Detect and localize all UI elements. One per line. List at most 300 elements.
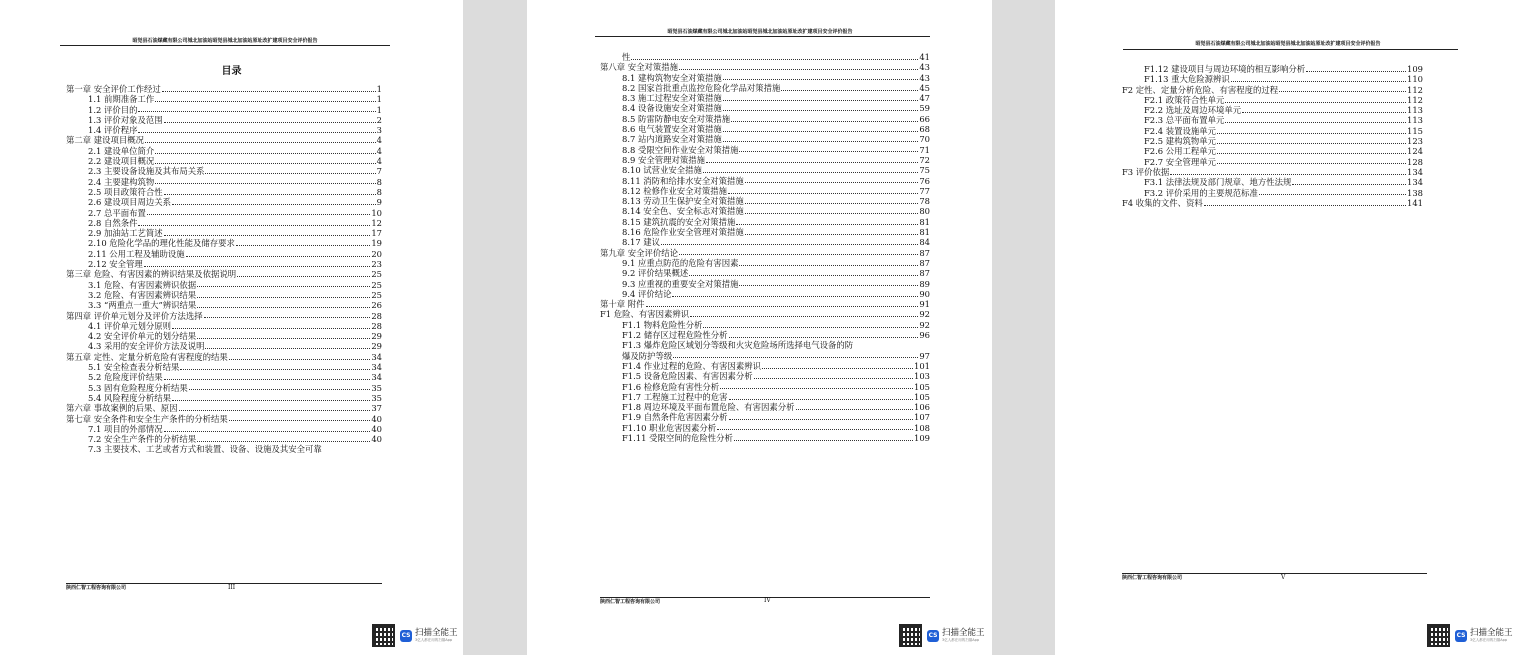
toc-leader-dots (1225, 102, 1406, 103)
toc-entry-text: 2.5 项目政策符合性 (88, 186, 163, 197)
toc-entry[interactable] (66, 352, 382, 362)
toc-entry-page: 29 (371, 331, 382, 342)
toc-entry[interactable] (600, 186, 930, 196)
toc-entry[interactable] (66, 115, 382, 125)
toc-entry-text: F2.4 装置设施单元 (1144, 125, 1217, 136)
toc-entry-text: F1.2 储存区过程危险性分析 (622, 330, 728, 341)
toc-entry[interactable] (600, 268, 930, 278)
toc-leader-dots (164, 194, 376, 195)
toc-entry-page: 40 (371, 413, 382, 424)
toc-entry[interactable] (600, 330, 930, 340)
footer-company: 陕西仁智工程咨询有限公司 (600, 599, 661, 605)
toc-entry[interactable] (600, 402, 930, 412)
toc-entry-text: 4.1 评价单元划分原则 (88, 320, 171, 331)
toc-entry-text: 7.3 主要技术、工艺或者方式和装置、设备、设施及其安全可靠 (88, 444, 322, 455)
toc-entry-page: 112 (1407, 94, 1423, 105)
toc-entry-text: 第八章 安全对策措施 (600, 62, 679, 73)
toc-entry-page: 7 (376, 166, 382, 177)
toc-leader-dots (679, 69, 918, 70)
toc-leader-dots (205, 173, 375, 174)
toc-entry-text: F1.12 建设项目与周边环境的相互影响分析 (1144, 64, 1306, 74)
page-gutter (463, 0, 527, 655)
toc-entry-text: 8.15 建筑抗震的安全对策措施 (622, 216, 736, 227)
toc-entry-text: 5.4 风险程度分析结果 (88, 392, 171, 403)
toc-entry[interactable] (1122, 198, 1423, 208)
toc-leader-dots (138, 132, 375, 133)
header-rule (60, 45, 390, 46)
toc-entry[interactable] (600, 124, 930, 134)
toc-leader-dots (205, 348, 370, 349)
toc-entry[interactable] (66, 331, 382, 341)
toc-leader-dots (720, 388, 913, 389)
toc-entry[interactable] (600, 114, 930, 124)
toc-entry-page: 47 (919, 93, 930, 104)
toc-entry[interactable] (66, 300, 382, 310)
toc-entry[interactable] (66, 311, 382, 321)
camscanner-logo-icon: CS (927, 630, 939, 642)
toc-leader-dots (144, 266, 371, 267)
toc-leader-dots (229, 359, 371, 360)
toc-entry-page: 115 (1407, 125, 1423, 136)
toc-leader-dots (646, 306, 919, 307)
toc-entry-text: F1.5 设备危险因素、有害因素分析 (622, 371, 753, 382)
toc-entry-text: F1.10 职业危害因素分析 (622, 422, 717, 433)
toc-entry-page: 138 (1407, 187, 1423, 198)
toc-leader-dots (1279, 91, 1406, 92)
toc-entry[interactable] (66, 208, 382, 218)
toc-entry-text: F1.8 周边环境及平面布置危险、有害因素分析 (622, 402, 795, 413)
toc-entry-text: F1.6 检修危险有害性分析 (622, 381, 720, 392)
toc-leader-dots (728, 193, 918, 194)
toc-entry[interactable] (1122, 85, 1423, 95)
page-header: 昭觉县石油煤藏有限公司城北加油站昭觉县城北加油站原址改扩建项目安全评价报告 (132, 38, 318, 44)
toc-entry[interactable] (1122, 136, 1423, 146)
toc-entry-page: 80 (919, 206, 930, 217)
toc-entry[interactable] (66, 362, 382, 372)
qr-code-icon (372, 624, 395, 647)
toc-entry-page: 92 (919, 309, 930, 320)
toc-entry-page: 91 (919, 299, 930, 310)
toc-entry-text: F1.1 物料危险性分析 (622, 319, 703, 330)
toc-leader-dots (706, 162, 918, 163)
toc-entry[interactable] (66, 125, 382, 135)
toc-entry-page: 35 (371, 392, 382, 403)
toc-entry-page: 66 (919, 113, 930, 124)
toc-entry-page: 107 (914, 412, 930, 423)
document-page-v[interactable] (1055, 0, 1520, 655)
toc-entry[interactable] (1122, 64, 1423, 74)
header-rule (1123, 49, 1458, 50)
toc-entry[interactable] (66, 105, 382, 115)
toc-entry-text: F2.7 安全管理单元 (1144, 156, 1217, 167)
toc-entry[interactable] (600, 361, 930, 371)
toc-entry[interactable] (600, 289, 930, 299)
footer-company: 陕西仁智工程咨询有限公司 (66, 585, 127, 591)
toc-entry[interactable] (600, 382, 930, 392)
toc-entry-text: 8.8 受限空间作业安全对策措施 (622, 144, 739, 155)
toc-leader-dots (754, 378, 913, 379)
toc-entry[interactable] (600, 73, 930, 83)
toc-entry-text: F1.3 爆炸危险区域划分等级和火灾危险场所选择电气设备的防 (622, 340, 854, 351)
toc-entry-page: 110 (1407, 74, 1423, 85)
toc-entry-text: F2.5 建构筑物单元 (1144, 136, 1217, 147)
toc-entry[interactable] (600, 248, 930, 258)
toc-entry-page: 3 (376, 125, 382, 136)
toc-entry-text: 2.12 安全管理 (88, 259, 143, 270)
toc-entry[interactable] (66, 372, 382, 382)
toc-list (1122, 64, 1423, 208)
toc-entry[interactable] (1122, 105, 1423, 115)
toc-entry[interactable] (66, 280, 382, 290)
toc-entry[interactable] (66, 269, 382, 279)
toc-entry[interactable] (66, 393, 382, 403)
toc-entry[interactable] (66, 177, 382, 187)
toc-entry-text: 第九章 安全评价结论 (600, 247, 679, 258)
toc-entry-page: 25 (371, 289, 382, 300)
scanner-name: 扫描全能王 (1470, 628, 1513, 638)
toc-entry[interactable] (600, 176, 930, 186)
toc-entry[interactable] (600, 165, 930, 175)
page-gutter (992, 0, 1055, 655)
toc-entry-text: 2.10 危险化学品的理化性能及储存要求 (88, 238, 235, 249)
toc-entry-page: 10 (371, 207, 382, 218)
toc-entry[interactable] (66, 238, 382, 248)
toc-entry[interactable] (600, 279, 930, 289)
footer-company: 陕西仁智工程咨询有限公司 (1122, 575, 1183, 581)
toc-entry[interactable] (600, 52, 930, 62)
toc-entry-page: 134 (1407, 177, 1423, 188)
toc-leader-dots (762, 368, 913, 369)
toc-entry-page: 34 (371, 372, 382, 383)
toc-entry[interactable] (1122, 146, 1423, 156)
toc-entry-page: 43 (919, 72, 930, 83)
toc-entry[interactable] (1122, 157, 1423, 167)
toc-entry-text: F1.13 重大危险源辨识 (1144, 74, 1230, 85)
toc-entry-text: 第一章 安全评价工作经过 (66, 84, 161, 94)
toc-entry[interactable] (66, 135, 382, 145)
toc-leader-dots (180, 369, 370, 370)
toc-leader-dots (1217, 143, 1406, 144)
toc-entry[interactable] (600, 103, 930, 113)
toc-entry[interactable] (66, 156, 382, 166)
toc-leader-dots (155, 163, 375, 164)
toc-entry[interactable] (600, 227, 930, 237)
toc-leader-dots (236, 245, 370, 246)
toc-entry-page: 28 (371, 320, 382, 331)
toc-entry-text: F4 收集的文件、资料 (1122, 197, 1203, 208)
toc-entry-page: 81 (919, 216, 930, 227)
toc-leader-dots (729, 419, 913, 420)
toc-entry-text: 7.1 项目的外部情况 (88, 423, 163, 434)
toc-leader-dots (723, 110, 919, 111)
toc-entry[interactable] (600, 309, 930, 319)
toc-leader-dots (723, 131, 919, 132)
toc-entry-page: 45 (919, 82, 930, 93)
toc-entry[interactable] (66, 444, 382, 454)
toc-leader-dots (739, 151, 918, 152)
toc-entry-page: 2 (376, 114, 382, 125)
toc-leader-dots (723, 79, 919, 80)
toc-entry-text: F3 评价依据 (1122, 166, 1170, 177)
document-page-iii[interactable] (0, 0, 463, 655)
toc-entry-text: 3.1 危险、有害因素辨识依据 (88, 279, 197, 290)
toc-leader-dots (739, 265, 918, 266)
toc-entry[interactable] (600, 412, 930, 422)
toc-leader-dots (229, 420, 371, 421)
toc-entry[interactable] (600, 196, 930, 206)
toc-entry[interactable] (600, 237, 930, 247)
toc-entry-text: 1.1 前期准备工作 (88, 94, 155, 105)
toc-leader-dots (745, 182, 919, 183)
toc-leader-dots (237, 276, 370, 277)
toc-entry[interactable] (66, 403, 382, 413)
toc-entry[interactable] (66, 146, 382, 156)
toc-entry-text: 2.11 公用工程及辅助设施 (88, 248, 185, 259)
document-page-iv[interactable] (527, 0, 992, 655)
toc-entry[interactable] (600, 320, 930, 330)
toc-entry[interactable] (66, 218, 382, 228)
qr-code-icon (1427, 624, 1450, 647)
scanner-tagline: 3亿人都在用的扫描App (1470, 638, 1508, 642)
toc-entry[interactable] (600, 217, 930, 227)
toc-entry[interactable] (66, 197, 382, 207)
toc-entry-text: 2.3 主要设备设施及其布局关系 (88, 166, 205, 177)
toc-entry-text: 8.16 危险作业安全管理对策措施 (622, 227, 744, 238)
toc-entry-text: 第二章 建设项目概况 (66, 135, 145, 146)
toc-entry-page: 59 (919, 103, 930, 114)
toc-leader-dots (723, 141, 919, 142)
toc-entry[interactable] (66, 424, 382, 434)
toc-leader-dots (661, 244, 918, 245)
toc-entry[interactable] (600, 299, 930, 309)
scanner-badge (372, 624, 458, 647)
toc-entry-page: 134 (1407, 166, 1423, 177)
footer-page-number: V (1281, 574, 1286, 581)
toc-entry-text: 第三章 危险、有害因素的辨识结果及依据说明 (66, 269, 237, 280)
toc-entry-page: 34 (371, 362, 382, 373)
toc-entry-page: 72 (919, 154, 930, 165)
toc-entry-text: 第七章 安全条件和安全生产条件的分析结果 (66, 413, 228, 424)
toc-leader-dots (703, 172, 918, 173)
toc-entry[interactable] (1122, 115, 1423, 125)
toc-entry-text: 9.1 应重点防范的危险有害因素 (622, 257, 739, 268)
toc-entry-text: 2.9 加油站工艺简述 (88, 228, 163, 239)
footer-page-number: III (228, 584, 236, 591)
toc-entry[interactable] (1122, 167, 1423, 177)
toc-leader-dots (164, 122, 376, 123)
toc-entry[interactable] (66, 341, 382, 351)
toc-entry-page: 4 (376, 145, 382, 156)
toc-entry-page: 8 (376, 186, 382, 197)
toc-leader-dots (138, 111, 375, 112)
toc-entry-text: 第四章 评价单元划分及评价方法选择 (66, 310, 203, 321)
toc-entry-page: 92 (919, 319, 930, 330)
toc-entry[interactable] (600, 351, 930, 361)
toc-entry-text: 8.13 劳动卫生保护安全对策措施 (622, 196, 744, 207)
toc-entry-text: 9.4 评价结论 (622, 288, 672, 299)
toc-entry-text: 2.1 建设单位简介 (88, 145, 155, 156)
toc-entry[interactable] (66, 434, 382, 444)
toc-entry[interactable] (600, 83, 930, 93)
toc-entry[interactable] (66, 290, 382, 300)
toc-leader-dots (745, 234, 919, 235)
toc-entry-page: 97 (919, 350, 930, 361)
toc-entry[interactable] (600, 258, 930, 268)
toc-entry[interactable] (66, 187, 382, 197)
toc-entry-text: F2.1 政策符合性单元 (1144, 94, 1225, 105)
toc-entry-page: 113 (1407, 105, 1423, 116)
toc-entry[interactable] (600, 134, 930, 144)
toc-leader-dots (145, 142, 376, 143)
toc-leader-dots (164, 235, 371, 236)
toc-entry-page: 1 (376, 94, 382, 105)
toc-entry-page: 8 (376, 176, 382, 187)
toc-entry-page: 75 (919, 165, 930, 176)
toc-entry-page: 4 (376, 156, 382, 167)
toc-entry-text: 8.12 检修作业安全对策措施 (622, 185, 728, 196)
toc-entry-page: 68 (919, 124, 930, 135)
toc-leader-dots (155, 101, 375, 102)
toc-entry[interactable] (600, 392, 930, 402)
toc-entry-page: 71 (919, 144, 930, 155)
toc-leader-dots (1217, 153, 1406, 154)
toc-entry-page: 35 (371, 382, 382, 393)
toc-entry-page: 1 (376, 104, 382, 115)
toc-entry-page: 29 (371, 341, 382, 352)
toc-entry-text: 8.5 防雷防静电安全对策措施 (622, 113, 731, 124)
header-rule (595, 36, 930, 37)
toc-entry[interactable] (1122, 95, 1423, 105)
toc-leader-dots (1292, 184, 1406, 185)
toc-leader-dots (1306, 71, 1406, 72)
toc-leader-dots (197, 297, 370, 298)
toc-entry[interactable] (66, 94, 382, 104)
toc-entry-page: 12 (371, 217, 382, 228)
toc-entry[interactable] (1122, 74, 1423, 84)
toc-leader-dots (745, 203, 919, 204)
toc-entry[interactable] (66, 228, 382, 238)
toc-entry[interactable] (600, 423, 930, 433)
toc-entry-page: 23 (371, 259, 382, 270)
toc-entry-page: 87 (919, 247, 930, 258)
toc-entry[interactable] (66, 414, 382, 424)
toc-entry-text: 第六章 事故案例的后果、原因 (66, 403, 178, 414)
toc-entry[interactable] (1122, 126, 1423, 136)
toc-leader-dots (1170, 174, 1406, 175)
scanner-badge (899, 624, 985, 647)
toc-entry-page: 89 (919, 278, 930, 289)
toc-leader-dots (197, 441, 370, 442)
toc-entry-text: 9.3 应重视的重要安全对策措施 (622, 278, 739, 289)
toc-entry[interactable] (600, 371, 930, 381)
toc-entry-text: 1.4 评价程序 (88, 125, 138, 136)
toc-entry[interactable] (1122, 177, 1423, 187)
toc-entry-page: 103 (914, 371, 930, 382)
toc-entry-page: 77 (919, 185, 930, 196)
toc-entry-text: 第五章 定性、定量分析危险有害程度的结果 (66, 351, 228, 362)
toc-entry[interactable] (66, 166, 382, 176)
toc-leader-dots (796, 409, 913, 410)
camscanner-logo-icon: CS (1455, 630, 1467, 642)
toc-entry-page: 25 (371, 279, 382, 290)
toc-entry[interactable] (600, 93, 930, 103)
toc-entry-page: 123 (1407, 136, 1423, 147)
toc-list (600, 52, 930, 443)
toc-leader-dots (197, 338, 370, 339)
toc-entry-page: 43 (919, 62, 930, 73)
toc-entry-text: 性 (622, 52, 631, 62)
toc-leader-dots (164, 431, 371, 432)
toc-entry-page: 19 (371, 238, 382, 249)
toc-entry-text: 2.2 建设项目概况 (88, 156, 155, 167)
toc-entry-text: F2 定性、定量分析危险、有害程度的过程 (1122, 84, 1279, 95)
toc-leader-dots (147, 214, 370, 215)
toc-entry-text: 3.3 “两重点一重大”辨识结果 (88, 300, 197, 311)
toc-entry-page: 96 (919, 330, 930, 341)
toc-entry-text: F1.11 受限空间的危险性分析 (622, 432, 733, 443)
toc-entry-text: 4.2 安全评价单元的划分结果 (88, 331, 197, 342)
toc-leader-dots (673, 357, 918, 358)
toc-entry-text: 8.2 国家首批重点监控危险化学品对策措施 (622, 82, 781, 93)
toc-entry-text: 8.11 消防和给排水安全对策措施 (622, 175, 744, 186)
toc-entry[interactable] (600, 340, 930, 350)
toc-leader-dots (1217, 163, 1406, 164)
toc-entry-page: 108 (914, 422, 930, 433)
toc-leader-dots (155, 153, 375, 154)
toc-entry-text: 第十章 附件 (600, 299, 645, 310)
toc-entry[interactable] (600, 433, 930, 443)
toc-entry-text: F1.9 自然条件危害因素分析 (622, 412, 728, 423)
toc-entry-page: 70 (919, 134, 930, 145)
toc-entry-text: 2.7 总平面布置 (88, 207, 146, 218)
toc-entry[interactable] (600, 145, 930, 155)
toc-entry-page: 109 (914, 432, 930, 443)
toc-leader-dots (781, 90, 918, 91)
toc-entry-text: 5.1 安全检查表分析结果 (88, 362, 180, 373)
toc-entry-page: 25 (371, 269, 382, 280)
toc-entry-text: F2.3 总平面布置单元 (1144, 115, 1225, 126)
toc-leader-dots (731, 121, 918, 122)
toc-entry-text: 8.6 电气装置安全对策措施 (622, 124, 722, 135)
toc-leader-dots (745, 213, 919, 214)
toc-entry-page: 87 (919, 268, 930, 279)
toc-leader-dots (736, 224, 918, 225)
toc-leader-dots (1204, 205, 1406, 206)
toc-entry[interactable] (66, 84, 382, 94)
toc-entry[interactable] (600, 206, 930, 216)
toc-leader-dots (689, 275, 918, 276)
scanner-tagline: 3亿人都在用的扫描App (942, 638, 980, 642)
toc-entry-text: 8.3 施工过程安全对策措施 (622, 93, 722, 104)
toc-entry-page: 4 (376, 135, 382, 146)
toc-entry-text: 8.9 安全管理对策措施 (622, 154, 705, 165)
scanner-badge (1427, 624, 1513, 647)
toc-entry-text: 1.3 评价对象及范围 (88, 114, 163, 125)
toc-entry[interactable] (600, 155, 930, 165)
toc-entry-text: 2.6 建设项目周边关系 (88, 197, 171, 208)
toc-entry[interactable] (66, 321, 382, 331)
toc-entry[interactable] (66, 383, 382, 393)
toc-entry-text: F1 危险、有害因素辨识 (600, 309, 690, 320)
toc-entry[interactable] (66, 249, 382, 259)
toc-entry-text: F3.2 评价采用的主要规范标准 (1144, 187, 1258, 198)
toc-entry[interactable] (600, 62, 930, 72)
toc-leader-dots (734, 440, 913, 441)
footer-rule (66, 583, 382, 584)
toc-entry-page: 26 (371, 300, 382, 311)
toc-entry[interactable] (1122, 188, 1423, 198)
toc-entry[interactable] (66, 259, 382, 269)
